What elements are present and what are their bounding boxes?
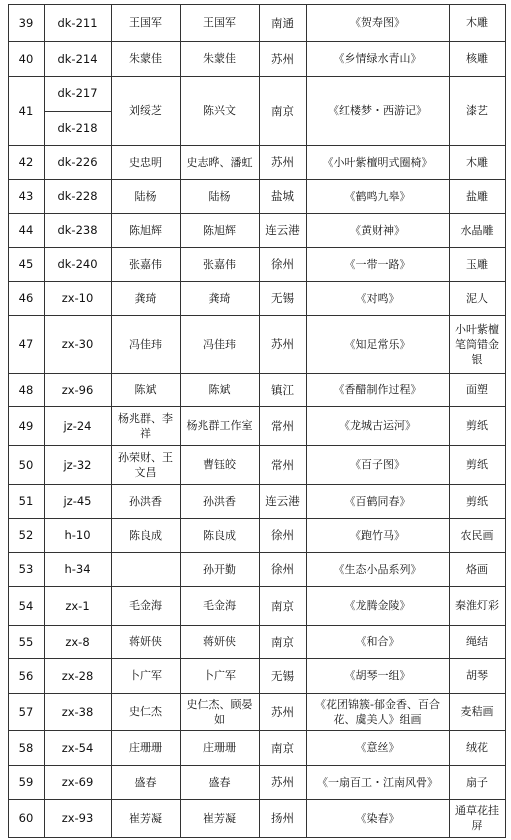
city-name: 苏州 bbox=[271, 704, 294, 719]
artwork-title: 《百子图》 bbox=[350, 458, 405, 471]
artwork-title: 《鹤鸣九皋》 bbox=[344, 189, 411, 203]
table-row-divider bbox=[8, 693, 506, 694]
artwork-title: 《一带一路》 bbox=[344, 257, 411, 271]
table-row-divider bbox=[8, 658, 506, 659]
row-number: 49 bbox=[18, 418, 34, 433]
table-row-divider bbox=[8, 837, 506, 838]
table-row-divider bbox=[8, 730, 506, 731]
row-number: 57 bbox=[18, 704, 34, 719]
submitting-unit: 卜广军 bbox=[203, 669, 236, 682]
table-row-divider bbox=[8, 41, 506, 42]
row-number: 40 bbox=[18, 51, 34, 66]
city-name: 徐州 bbox=[271, 528, 294, 542]
table-column-divider bbox=[505, 4, 506, 838]
submitting-unit: 蒋妍侠 bbox=[203, 635, 236, 648]
submitting-unit: 史志晔、潘虹 bbox=[186, 155, 253, 169]
author-name: 杨兆群、李祥 bbox=[118, 411, 173, 440]
row-number: 43 bbox=[18, 189, 34, 203]
city-name: 南京 bbox=[271, 103, 294, 118]
catalog-code: jz-45 bbox=[63, 494, 92, 508]
author-name: 陈斌 bbox=[134, 383, 157, 396]
craft-category: 绳结 bbox=[466, 635, 488, 648]
table-row-divider bbox=[8, 625, 506, 626]
craft-category: 玉雕 bbox=[466, 257, 488, 271]
author-name: 冯佳玮 bbox=[129, 337, 162, 351]
row-number: 60 bbox=[18, 811, 34, 825]
city-name: 苏州 bbox=[271, 775, 294, 789]
catalog-code: h-10 bbox=[64, 528, 91, 542]
author-name: 崔芳凝 bbox=[129, 811, 162, 825]
craft-category: 烙画 bbox=[466, 562, 488, 576]
catalog-code: jz-32 bbox=[63, 457, 92, 472]
craft-category: 木雕 bbox=[466, 16, 488, 29]
artwork-title: 《乡情绿水青山》 bbox=[333, 52, 422, 65]
author-name: 龚琦 bbox=[134, 291, 157, 305]
author-name: 陆杨 bbox=[134, 189, 157, 203]
catalog-code: dk-226 bbox=[57, 155, 98, 169]
city-name: 南京 bbox=[271, 740, 294, 755]
catalog-code: zx-30 bbox=[61, 337, 94, 351]
artwork-title: 《对鸣》 bbox=[355, 291, 400, 305]
city-name: 常州 bbox=[271, 418, 294, 433]
row-number: 47 bbox=[18, 337, 34, 351]
row-number: 46 bbox=[18, 291, 34, 305]
craft-category: 面塑 bbox=[466, 383, 488, 396]
artwork-title: 《和合》 bbox=[355, 635, 400, 648]
artwork-title: 《知足常乐》 bbox=[344, 337, 411, 351]
table-column-divider bbox=[111, 4, 112, 838]
city-name: 连云港 bbox=[265, 223, 300, 237]
table-inner-divider bbox=[44, 111, 111, 112]
craft-category: 剪纸 bbox=[466, 419, 488, 432]
artwork-title: 《百鹤同春》 bbox=[344, 494, 411, 508]
catalog-code: jz-24 bbox=[63, 418, 92, 433]
table-column-divider bbox=[449, 4, 450, 838]
craft-category: 麦秸画 bbox=[460, 705, 494, 718]
artwork-title: 《一扇百工・江南风骨》 bbox=[317, 775, 438, 789]
artwork-title: 《小叶紫檀明式圈椅》 bbox=[322, 155, 433, 169]
catalog-code: zx-8 bbox=[65, 634, 90, 649]
table-row-divider bbox=[8, 552, 506, 553]
table-column-divider bbox=[44, 4, 45, 838]
catalog-code: dk-211 bbox=[57, 15, 98, 30]
submitting-unit: 孙洪香 bbox=[203, 494, 236, 508]
table-row-divider bbox=[8, 179, 506, 180]
catalog-code: dk-228 bbox=[57, 189, 98, 203]
craft-category: 核雕 bbox=[466, 52, 488, 65]
row-number: 39 bbox=[18, 15, 34, 30]
submitting-unit: 毛金海 bbox=[203, 599, 236, 612]
catalog-code: zx-38 bbox=[61, 704, 94, 719]
catalog-code: zx-54 bbox=[61, 740, 94, 755]
table-row-divider bbox=[8, 281, 506, 282]
artwork-title: 《贺寿图》 bbox=[350, 16, 405, 29]
city-name: 无锡 bbox=[271, 668, 294, 683]
craft-category: 农民画 bbox=[460, 528, 494, 542]
author-name: 史忠明 bbox=[129, 155, 162, 169]
artwork-title: 《意丝》 bbox=[355, 741, 400, 754]
city-name: 无锡 bbox=[271, 291, 294, 305]
city-name: 苏州 bbox=[271, 51, 294, 66]
row-number: 54 bbox=[18, 598, 34, 613]
author-name: 蒋妍侠 bbox=[129, 635, 162, 648]
submitting-unit: 盛春 bbox=[208, 775, 231, 789]
craft-category: 盐雕 bbox=[466, 189, 488, 203]
row-number: 58 bbox=[18, 740, 34, 755]
catalog-code: zx-93 bbox=[61, 811, 94, 825]
submitting-unit: 朱蒙佳 bbox=[203, 52, 236, 65]
submitting-unit: 张嘉伟 bbox=[203, 257, 236, 271]
craft-category: 胡琴 bbox=[466, 669, 488, 682]
submitting-unit: 曹钰皎 bbox=[203, 458, 236, 471]
craft-category: 木雕 bbox=[466, 155, 488, 169]
author-name: 朱蒙佳 bbox=[129, 52, 162, 65]
table-column-divider bbox=[259, 4, 260, 838]
row-number: 41 bbox=[18, 103, 34, 118]
author-name: 王国军 bbox=[129, 16, 162, 29]
city-name: 徐州 bbox=[271, 257, 294, 271]
table-row-divider bbox=[8, 445, 506, 446]
city-name: 徐州 bbox=[271, 562, 294, 576]
table-row-divider bbox=[8, 484, 506, 485]
table-row-divider bbox=[8, 765, 506, 766]
table-row-divider bbox=[8, 406, 506, 407]
city-name: 苏州 bbox=[271, 155, 294, 169]
artwork-title: 《龙腾金陵》 bbox=[344, 599, 411, 612]
submitting-unit: 史仁杰、顾晏如 bbox=[186, 697, 253, 726]
craft-category: 秦淮灯彩 bbox=[455, 599, 499, 612]
craft-category: 小叶紫檀笔筒错金银 bbox=[455, 322, 499, 366]
catalog-code: dk-217 bbox=[57, 86, 98, 101]
city-name: 常州 bbox=[271, 457, 294, 472]
submitting-unit: 陈兴文 bbox=[203, 104, 236, 117]
catalog-code: h-34 bbox=[64, 562, 91, 576]
catalog-code: dk-240 bbox=[57, 257, 98, 271]
author-name: 史仁杰 bbox=[129, 705, 162, 718]
city-name: 南京 bbox=[271, 598, 294, 613]
city-name: 扬州 bbox=[271, 811, 294, 825]
artwork-title: 《龙城古运河》 bbox=[339, 419, 416, 432]
author-name: 陈良成 bbox=[129, 528, 162, 542]
table-row-divider bbox=[8, 518, 506, 519]
submitting-unit: 陆杨 bbox=[208, 189, 231, 203]
submitting-unit: 陈良成 bbox=[203, 528, 236, 542]
submitting-unit: 陈旭辉 bbox=[203, 223, 236, 237]
row-number: 59 bbox=[18, 775, 34, 789]
artwork-title: 《染春》 bbox=[355, 811, 400, 825]
row-number: 42 bbox=[18, 155, 34, 169]
table-row-divider bbox=[8, 799, 506, 800]
table-row-divider bbox=[8, 586, 506, 587]
row-number: 48 bbox=[18, 382, 34, 397]
row-number: 50 bbox=[18, 457, 34, 472]
author-name: 盛春 bbox=[134, 775, 157, 789]
submitting-unit: 冯佳玮 bbox=[203, 337, 236, 351]
table-row-divider bbox=[8, 247, 506, 248]
craft-category: 剪纸 bbox=[466, 458, 488, 471]
craft-category: 剪纸 bbox=[466, 494, 488, 508]
craft-category: 泥人 bbox=[466, 291, 488, 305]
catalog-code: dk-214 bbox=[57, 51, 98, 66]
table-row-divider bbox=[8, 315, 506, 316]
craft-category: 扇子 bbox=[466, 775, 488, 789]
artwork-title: 《红楼梦・西游记》 bbox=[328, 104, 427, 117]
artwork-title: 《花团锦簇-郁金香、百合花、虞美人》组画 bbox=[315, 697, 440, 726]
craft-category: 通草花挂屏 bbox=[455, 804, 499, 832]
submitting-unit: 孙开勤 bbox=[203, 562, 236, 576]
author-name bbox=[111, 552, 180, 586]
table-row-divider bbox=[8, 145, 506, 146]
catalog-code: dk-218 bbox=[57, 120, 98, 135]
craft-category: 水晶雕 bbox=[460, 223, 494, 237]
artwork-title: 《生态小品系列》 bbox=[333, 562, 422, 576]
table-column-divider bbox=[8, 4, 9, 838]
row-number: 53 bbox=[18, 562, 34, 576]
catalog-code: zx-10 bbox=[61, 291, 94, 305]
artwork-title: 《跑竹马》 bbox=[350, 528, 405, 542]
city-name: 南通 bbox=[271, 15, 294, 30]
author-name: 刘绥芝 bbox=[129, 104, 162, 117]
city-name: 南京 bbox=[271, 634, 294, 649]
city-name: 连云港 bbox=[265, 494, 300, 508]
submitting-unit: 崔芳凝 bbox=[203, 811, 236, 825]
table-column-divider bbox=[180, 4, 181, 838]
row-number: 52 bbox=[18, 528, 34, 542]
author-name: 毛金海 bbox=[129, 599, 162, 612]
catalog-code: zx-96 bbox=[61, 382, 94, 397]
author-name: 庄珊珊 bbox=[129, 741, 162, 754]
city-name: 苏州 bbox=[271, 337, 294, 351]
row-number: 51 bbox=[18, 494, 34, 508]
artwork-title: 《胡琴一组》 bbox=[344, 669, 411, 682]
submitting-unit: 庄珊珊 bbox=[203, 741, 236, 754]
row-number: 56 bbox=[18, 668, 34, 683]
table-row-divider bbox=[8, 76, 506, 77]
table-column-divider bbox=[306, 4, 307, 838]
city-name: 镇江 bbox=[271, 382, 294, 397]
row-number: 44 bbox=[18, 223, 34, 237]
artwork-title: 《黄财神》 bbox=[350, 223, 405, 237]
craft-category: 漆艺 bbox=[466, 104, 488, 117]
catalog-code: zx-1 bbox=[65, 598, 90, 613]
author-name: 张嘉伟 bbox=[129, 257, 162, 271]
submitting-unit: 龚琦 bbox=[208, 291, 231, 305]
artwork-title: 《香醋制作过程》 bbox=[333, 383, 422, 396]
row-number: 55 bbox=[18, 634, 34, 649]
table-row-divider bbox=[8, 4, 506, 5]
submitting-unit: 陈斌 bbox=[208, 383, 231, 396]
author-name: 卜广军 bbox=[129, 669, 162, 682]
author-name: 孙洪香 bbox=[129, 494, 162, 508]
submitting-unit: 杨兆群工作室 bbox=[186, 419, 253, 432]
row-number: 45 bbox=[18, 257, 34, 271]
submitting-unit: 王国军 bbox=[203, 16, 236, 29]
catalog-code: zx-69 bbox=[61, 775, 94, 789]
author-name: 陈旭辉 bbox=[129, 223, 162, 237]
city-name: 盐城 bbox=[271, 189, 294, 203]
craft-category: 绒花 bbox=[466, 741, 488, 754]
table-row-divider bbox=[8, 373, 506, 374]
table-row-divider bbox=[8, 213, 506, 214]
catalog-code: dk-238 bbox=[57, 223, 98, 237]
author-name: 孙荣财、王文昌 bbox=[118, 450, 173, 479]
catalog-code: zx-28 bbox=[61, 668, 94, 683]
